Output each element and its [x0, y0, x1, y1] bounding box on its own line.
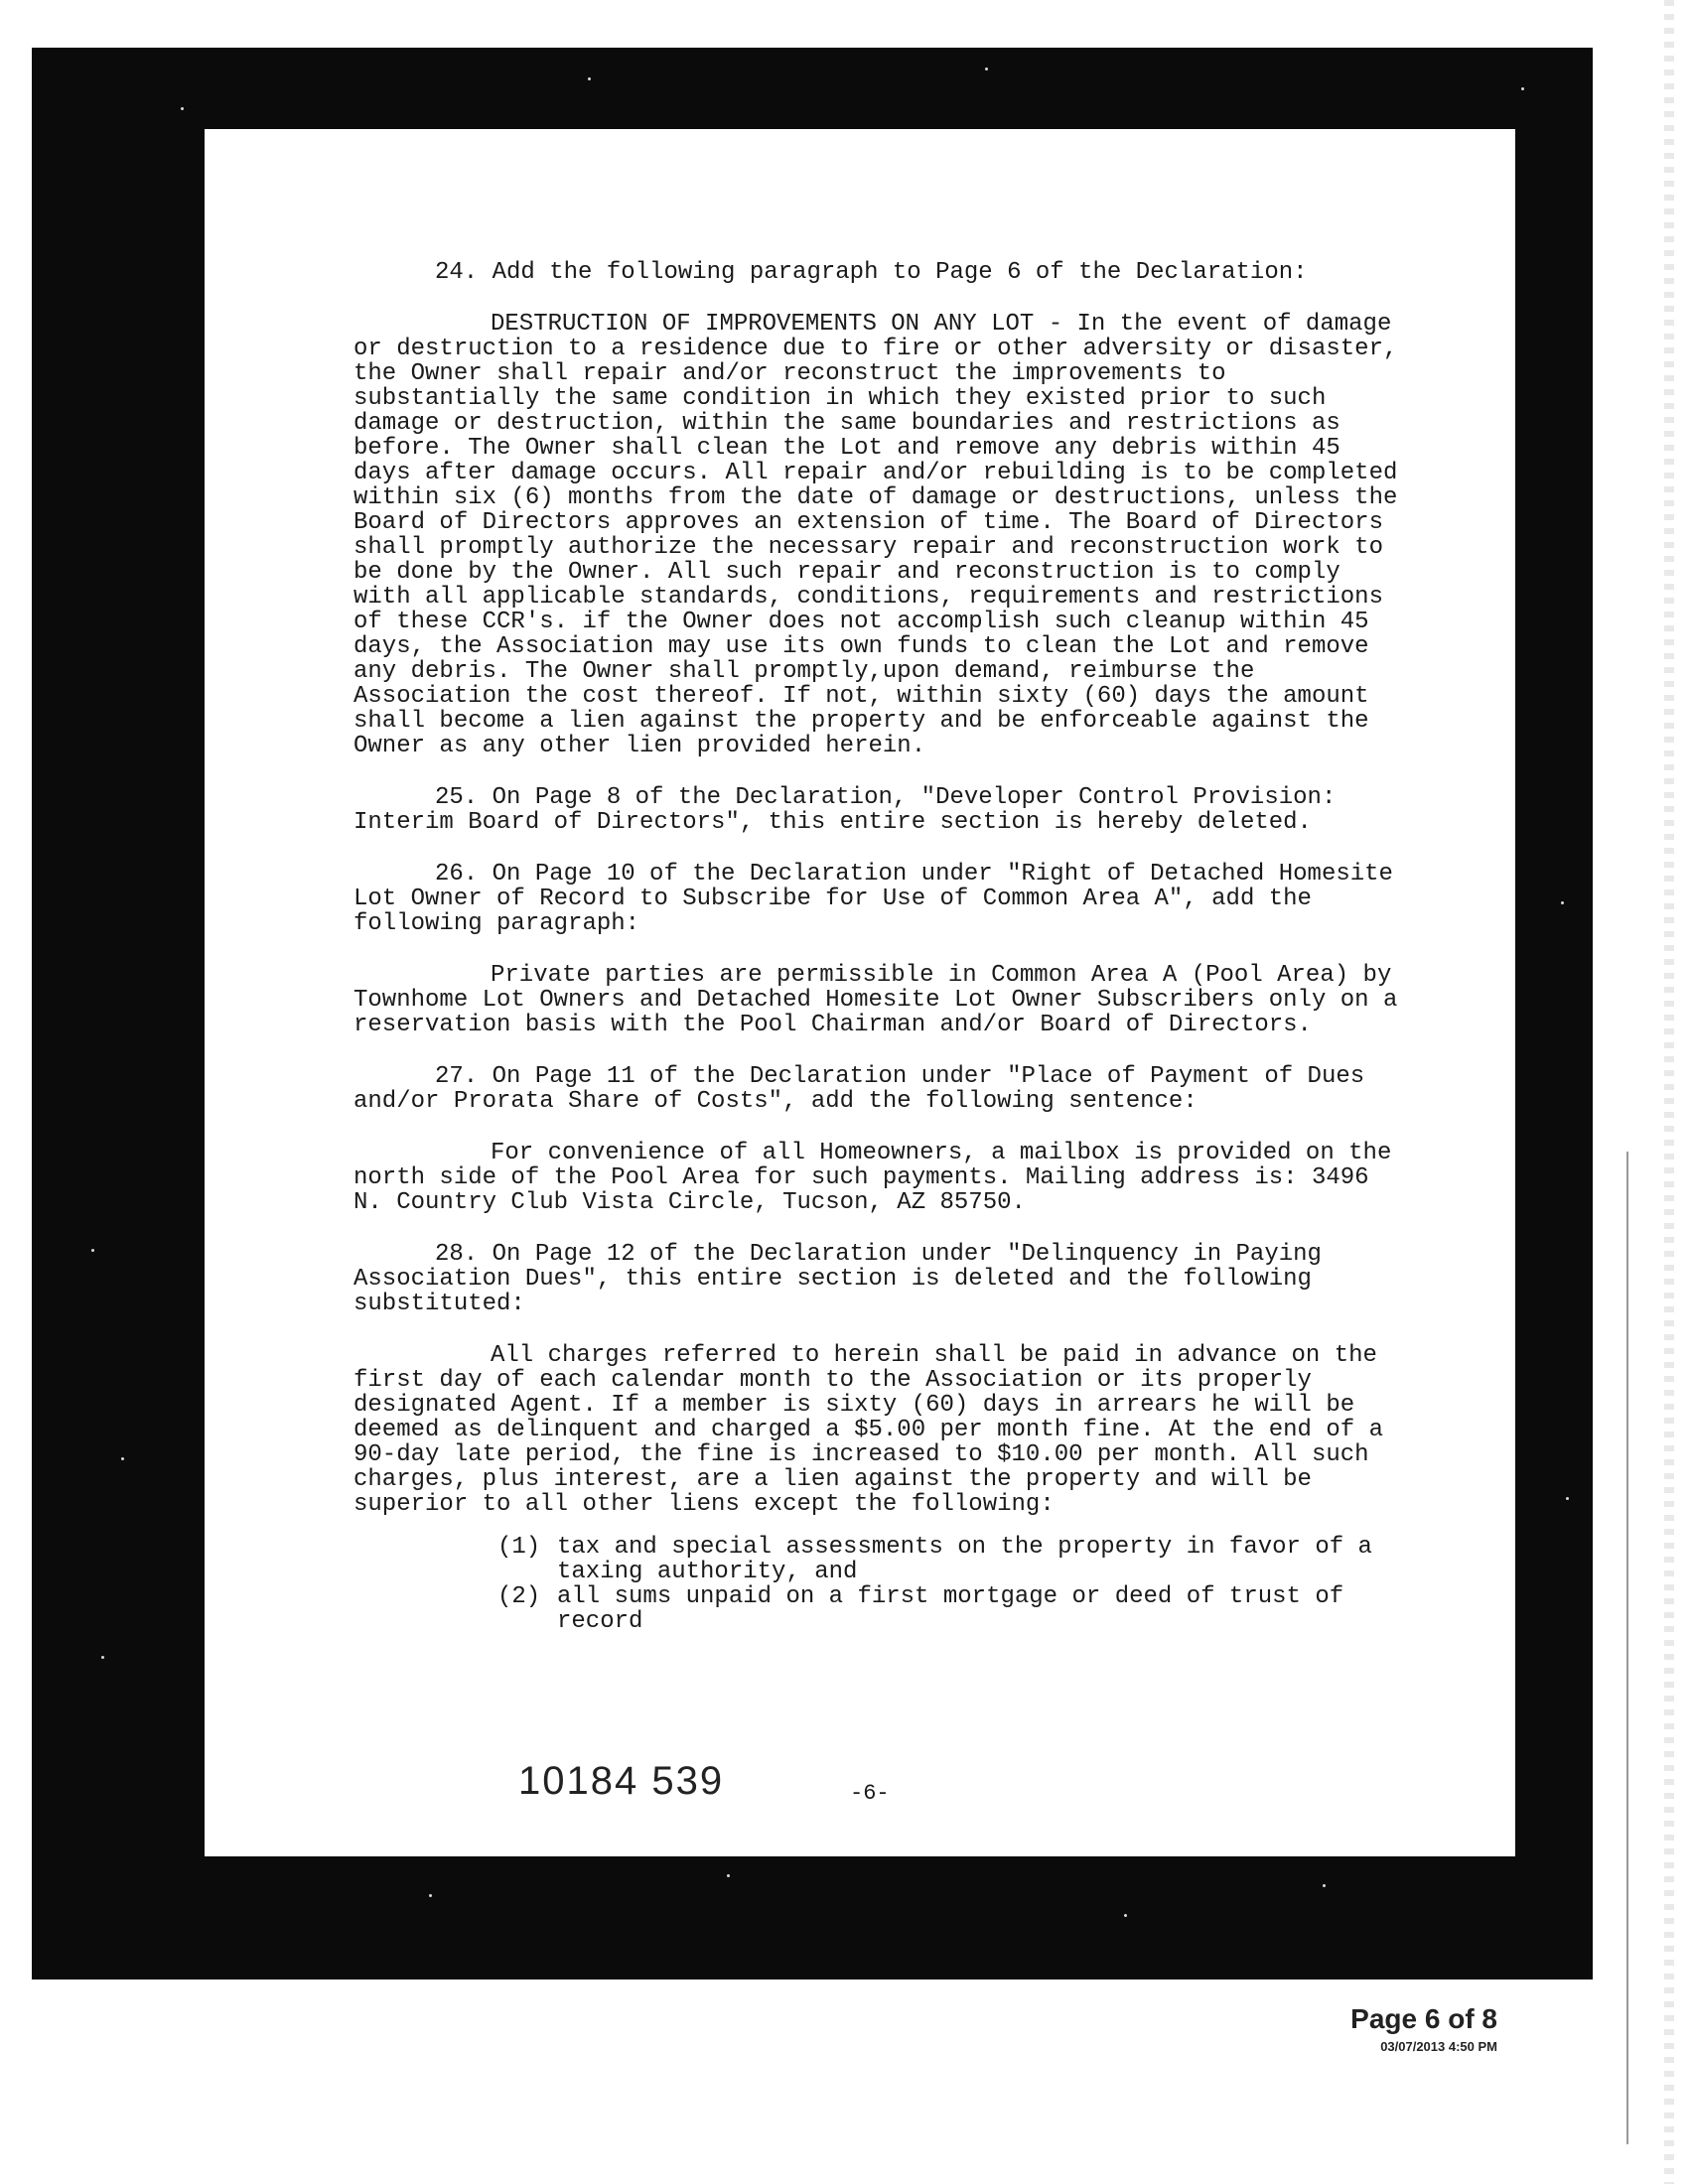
timestamp: 03/07/2013 4:50 PM	[1380, 2039, 1497, 2054]
lien-exceptions-list	[497, 1535, 1406, 1634]
list-item: (1) tax and special assessments on the property in favor of a taxing authority, and	[497, 1534, 1372, 1585]
scan-edge-noise	[1664, 0, 1674, 2184]
page-count-label: Page 6 of 8	[1350, 2003, 1497, 2034]
section-27-body: For convenience of all Homeowners, a mailbox is provided on the north side of the Pool Area for such payments. Mailing address is: 3496 N. Country Club Vista Circle, Tucson, AZ 85750.	[353, 1140, 1406, 1216]
section-25: 25. On Page 8 of the Declaration, "Developer Control Provision: Interim Board of Directors", this entire section is hereby deleted.	[353, 784, 1350, 836]
list-item: (2) all sums unpaid on a first mortgage or deed of trust of record	[497, 1583, 1344, 1635]
section-28-body: All charges referred to herein shall be paid in advance on the first day of each calendar month to the Association or its properly designated Agent. If a member is sixty (60) days in arrears he will be deemed as delinquent and charged a $5.00 per month fine. At the end of a 90-day late period, the fine is increased to $10.00 per month. All such charges, plus interest, are a lien against the property and will be superior to all other liens except the following:	[353, 1342, 1398, 1518]
document-body	[353, 259, 1412, 1635]
section-24-intro: 24. Add the following paragraph to Page 6 of the Declaration:	[435, 259, 1308, 286]
page-number: -6-	[850, 1781, 890, 1806]
scan-margin-line	[1626, 1152, 1628, 2144]
document-page	[205, 129, 1515, 1856]
section-28: 28. On Page 12 of the Declaration under "Delinquency in Paying Association Dues", this entire section is deleted and the following substituted:	[353, 1241, 1337, 1317]
section-26-body: Private parties are permissible in Common Area A (Pool Area) by Townhome Lot Owners and Detached Homesite Lot Owner Subscribers only on a reservation basis with the Pool Chairman and/or Board of Directors.	[353, 962, 1412, 1038]
section-27: 27. On Page 11 of the Declaration under "Place of Payment of Dues and/or Prorata Share of Costs", add the following sentence:	[353, 1063, 1379, 1115]
section-24-body: DESTRUCTION OF IMPROVEMENTS ON ANY LOT - In the event of damage or destruction to a residence due to fire or other adversity or disaster, the Owner shall repair and/or reconstruct the improvements to substantially the same condition in which they existed prior to such damage or destruction, within the same boundaries and restrictions as before. The Owner shall clean the Lot and remove any debris within 45 days after damage occurs. All repair and/or rebuilding is to be completed within six (6) months from the date of damage or destructions, unless the Board of Directors approves an extension of time. The Board of Directors shall promptly authorize the necessary repair and reconstruction work to be done by the Owner. All such repair and reconstruction is to comply with all applicable standards, conditions, requirements and restrictions of these CCR's. if the Owner does not accomplish such cleanup within 45 days, the Association may use its own funds to clean the Lot and remove any debris. The Owner shall promptly,upon demand, reimburse the Association the cost thereof. If not, within sixty (60) days the amount shall become a lien against the property and be enforceable against the Owner as any other lien provided herein.	[353, 311, 1412, 759]
section-26: 26. On Page 10 of the Declaration under "Right of Detached Homesite Lot Owner of Record to Subscribe for Use of Common Area A", add the following paragraph:	[353, 861, 1408, 937]
fax-footer	[1350, 2003, 1497, 2054]
recording-stamp: 10184 539	[518, 1759, 725, 1803]
